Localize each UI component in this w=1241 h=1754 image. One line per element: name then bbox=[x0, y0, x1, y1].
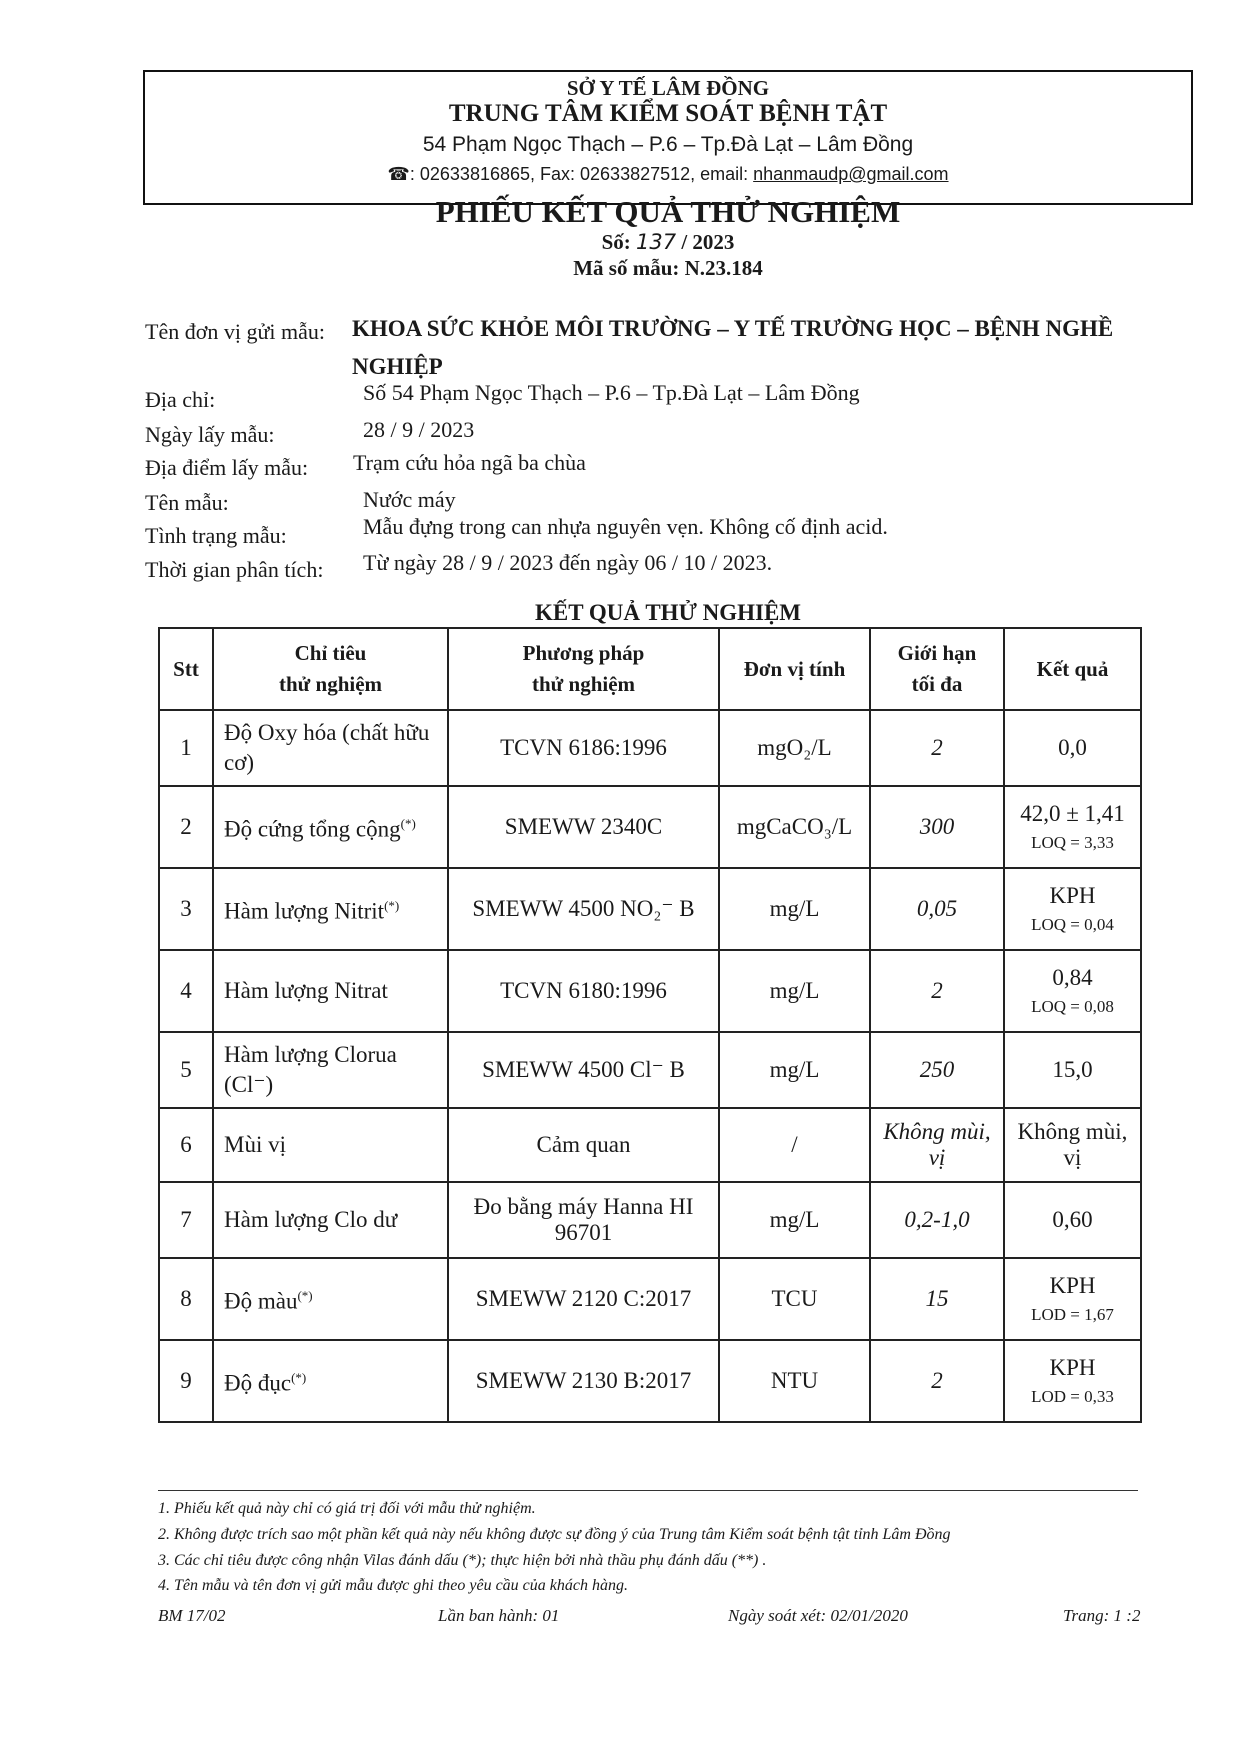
cell-indicator bbox=[213, 1182, 448, 1258]
cell-indicator-text: Mùi vị bbox=[224, 1132, 286, 1157]
col-method bbox=[448, 628, 719, 710]
cell-unit bbox=[719, 1032, 870, 1108]
sample-name-value: Nước máy bbox=[363, 487, 456, 512]
accreditation-mark: (*) bbox=[400, 816, 416, 832]
cell-unit bbox=[719, 1258, 870, 1340]
cell-unit-text: mg/L bbox=[769, 978, 820, 1003]
cell-stt-text: 8 bbox=[180, 1286, 192, 1311]
detection-limit: LOQ = 3,33 bbox=[1031, 833, 1114, 852]
header-box bbox=[143, 70, 1193, 205]
cell-unit bbox=[719, 868, 870, 950]
cell-indicator-text: Hàm lượng Nitrat bbox=[224, 978, 388, 1003]
cell-stt bbox=[159, 786, 213, 868]
sample-status-label: Tình trạng mẫu: bbox=[145, 523, 287, 548]
sample-name-label: Tên mẫu: bbox=[145, 490, 229, 515]
cell-result bbox=[1004, 1108, 1141, 1182]
cell-limit-text: 0,05 bbox=[916, 896, 958, 921]
detection-limit: LOQ = 0,04 bbox=[1031, 915, 1114, 934]
cell-unit-text: mg/L bbox=[769, 1207, 820, 1232]
page-number: Trang: 1 :2 bbox=[1063, 1606, 1141, 1625]
cell-indicator bbox=[213, 868, 448, 950]
cell-stt bbox=[159, 710, 213, 786]
sample-status-value: Mẫu đựng trong can nhựa nguyên vẹn. Không cố định acid. bbox=[363, 514, 888, 539]
col-limit bbox=[870, 628, 1004, 710]
cell-limit-text: 2 bbox=[931, 1368, 943, 1393]
cell-stt bbox=[159, 868, 213, 950]
accreditation-mark: (*) bbox=[291, 1370, 307, 1386]
cell-stt bbox=[159, 1032, 213, 1108]
cell-unit-text: mgO₂/L bbox=[757, 735, 832, 760]
cell-method bbox=[448, 868, 719, 950]
cell-indicator bbox=[213, 1032, 448, 1108]
cell-limit-text: 250 bbox=[919, 1057, 955, 1082]
cell-method-text: SMEWW 2340C bbox=[504, 814, 663, 839]
cell-unit bbox=[719, 1182, 870, 1258]
cell-unit-text: TCU bbox=[771, 1286, 818, 1311]
cell-stt-text: 3 bbox=[180, 896, 192, 921]
table-row bbox=[159, 1340, 1141, 1422]
cell-method-text: TCVN 6180:1996 bbox=[500, 978, 667, 1003]
email-link[interactable]: nhanmaudp@gmail.com bbox=[753, 164, 949, 184]
table-row bbox=[159, 710, 1141, 786]
results-table-title: KẾT QUẢ THỬ NGHIỆM bbox=[534, 600, 802, 625]
cell-method bbox=[448, 1108, 719, 1182]
note-1: 1. Phiếu kết quả này chỉ có giá trị đối với mẫu thử nghiệm. bbox=[158, 1500, 536, 1517]
address-label: Địa chỉ: bbox=[145, 387, 216, 412]
table-row bbox=[159, 950, 1141, 1032]
cell-method-text: Đo bằng máy Hanna HI 96701 bbox=[473, 1194, 694, 1245]
cell-result bbox=[1004, 1032, 1141, 1108]
cell-stt-text: 7 bbox=[180, 1207, 192, 1232]
accreditation-mark: (*) bbox=[384, 898, 400, 914]
col-method-line2: thử nghiệm bbox=[531, 672, 636, 696]
cell-indicator-text: Hàm lượng Nitrit bbox=[224, 898, 385, 924]
table-row bbox=[159, 786, 1141, 868]
center-address: 54 Phạm Ngọc Thạch – P.6 – Tp.Đà Lạt – Lâm Đồng bbox=[422, 133, 914, 156]
accreditation-mark: (*) bbox=[297, 1288, 313, 1304]
cell-limit bbox=[870, 1258, 1004, 1340]
cell-stt-text: 5 bbox=[180, 1057, 192, 1082]
cell-stt bbox=[159, 950, 213, 1032]
col-result: Kết quả bbox=[1004, 628, 1141, 710]
cell-result bbox=[1004, 1340, 1141, 1422]
unit-label: Tên đơn vị gửi mẫu: bbox=[145, 319, 325, 344]
document-number-label: Số: bbox=[601, 230, 631, 254]
contact-line bbox=[145, 164, 1191, 185]
sampling-date-label: Ngày lấy mẫu: bbox=[145, 422, 275, 447]
cell-method bbox=[448, 786, 719, 868]
col-method-line1: Phương pháp bbox=[522, 641, 645, 665]
review-date: Ngày soát xét: 02/01/2020 bbox=[728, 1606, 908, 1625]
cell-limit bbox=[870, 710, 1004, 786]
table-row bbox=[159, 1108, 1141, 1182]
col-limit-line1: Giới hạn bbox=[897, 641, 977, 665]
cell-limit-text: 300 bbox=[919, 814, 955, 839]
cell-stt bbox=[159, 1340, 213, 1422]
form-code: BM 17/02 bbox=[158, 1606, 226, 1625]
cell-result-text: KPH bbox=[1049, 1355, 1096, 1380]
cell-method-text: SMEWW 2130 B:2017 bbox=[475, 1368, 692, 1393]
department-name: SỞ Y TẾ LÂM ĐỒNG bbox=[566, 76, 770, 100]
cell-unit-text: mg/L bbox=[769, 896, 820, 921]
cell-result-text: 15,0 bbox=[1052, 1057, 1093, 1082]
col-indicator bbox=[213, 628, 448, 710]
cell-method-text: SMEWW 4500 NO₂⁻ B bbox=[472, 896, 695, 921]
sampling-date-value: 28 / 9 / 2023 bbox=[363, 417, 475, 442]
cell-limit-text: 2 bbox=[931, 735, 943, 760]
cell-limit bbox=[870, 786, 1004, 868]
cell-method bbox=[448, 1032, 719, 1108]
cell-limit bbox=[870, 1182, 1004, 1258]
cell-stt bbox=[159, 1258, 213, 1340]
results-table bbox=[158, 627, 1142, 1423]
cell-unit-text: / bbox=[791, 1132, 798, 1157]
cell-limit bbox=[870, 1032, 1004, 1108]
cell-result-text: 0,84 bbox=[1052, 965, 1093, 990]
cell-limit-text: Không mùi, vị bbox=[883, 1119, 991, 1170]
cell-limit-text: 2 bbox=[931, 978, 943, 1003]
footer-divider bbox=[158, 1490, 1138, 1491]
phone-icon: ☎ bbox=[387, 164, 410, 184]
cell-unit bbox=[719, 786, 870, 868]
detection-limit: LOD = 0,33 bbox=[1031, 1387, 1114, 1406]
cell-method-text: TCVN 6186:1996 bbox=[500, 735, 667, 760]
cell-limit bbox=[870, 1108, 1004, 1182]
cell-result bbox=[1004, 786, 1141, 868]
cell-indicator bbox=[213, 950, 448, 1032]
cell-result-text: 42,0 ± 1,41 bbox=[1020, 801, 1125, 826]
sampling-place-label: Địa điểm lấy mẫu: bbox=[145, 455, 309, 480]
cell-result bbox=[1004, 868, 1141, 950]
cell-limit bbox=[870, 950, 1004, 1032]
cell-unit bbox=[719, 1340, 870, 1422]
cell-result bbox=[1004, 1182, 1141, 1258]
edition: Lần ban hành: 01 bbox=[438, 1606, 560, 1625]
sampling-place-value: Trạm cứu hỏa ngã ba chùa bbox=[353, 450, 586, 475]
document-number bbox=[143, 230, 1193, 255]
address-value: Số 54 Phạm Ngọc Thạch – P.6 – Tp.Đà Lạt – Lâm Đồng bbox=[363, 380, 860, 405]
table-header-row bbox=[159, 628, 1141, 710]
table-row bbox=[159, 1182, 1141, 1258]
cell-indicator-text: Độ màu bbox=[224, 1288, 298, 1314]
cell-indicator bbox=[213, 1340, 448, 1422]
document-number-year: / 2023 bbox=[681, 230, 735, 254]
cell-method bbox=[448, 710, 719, 786]
cell-stt-text: 1 bbox=[180, 735, 192, 760]
cell-unit bbox=[719, 710, 870, 786]
cell-limit bbox=[870, 868, 1004, 950]
analysis-time-value: Từ ngày 28 / 9 / 2023 đến ngày 06 / 10 / 2023. bbox=[363, 550, 773, 575]
cell-result bbox=[1004, 710, 1141, 786]
document-number-handwritten: 137 bbox=[636, 230, 677, 254]
cell-indicator-text: Độ cứng tổng cộng bbox=[224, 816, 401, 842]
cell-limit-text: 0,2-1,0 bbox=[904, 1207, 970, 1232]
col-limit-line2: tối đa bbox=[911, 672, 963, 696]
cell-method bbox=[448, 1258, 719, 1340]
contact-text: : 02633816865, Fax: 02633827512, email: bbox=[409, 164, 754, 184]
cell-indicator-text: Độ Oxy hóa (chất hữu cơ) bbox=[224, 720, 430, 775]
cell-stt-text: 2 bbox=[180, 814, 192, 839]
cell-indicator-text: Độ đục bbox=[224, 1370, 292, 1396]
cell-method bbox=[448, 1340, 719, 1422]
cell-result-text: 0,0 bbox=[1058, 735, 1087, 760]
cell-result bbox=[1004, 1258, 1141, 1340]
cell-stt-text: 6 bbox=[180, 1132, 192, 1157]
cell-stt bbox=[159, 1182, 213, 1258]
col-unit: Đơn vị tính bbox=[719, 628, 870, 710]
cell-stt-text: 9 bbox=[180, 1368, 192, 1393]
cell-method-text: SMEWW 4500 Cl⁻ B bbox=[482, 1057, 685, 1082]
cell-method bbox=[448, 950, 719, 1032]
cell-unit bbox=[719, 950, 870, 1032]
cell-unit-text: mg/L bbox=[769, 1057, 820, 1082]
unit-value: KHOA SỨC KHỎE MÔI TRƯỜNG – Y TẾ TRƯỜNG HỌC – BỆNH NGHỀ NGHIỆP bbox=[352, 316, 1114, 379]
table-row bbox=[159, 1258, 1141, 1340]
col-indicator-line1: Chỉ tiêu bbox=[294, 641, 367, 665]
note-3: 3. Các chỉ tiêu được công nhận Vilas đánh dấu (*); thực hiện bởi nhà thầu phụ đánh dấu (**) . bbox=[158, 1552, 767, 1569]
table-row bbox=[159, 868, 1141, 950]
cell-indicator bbox=[213, 1108, 448, 1182]
col-indicator-line2: thử nghiệm bbox=[278, 672, 383, 696]
cell-method-text: SMEWW 2120 C:2017 bbox=[475, 1286, 692, 1311]
sample-id: Mã số mẫu: N.23.184 bbox=[573, 256, 763, 280]
cell-method bbox=[448, 1182, 719, 1258]
cell-result-text: Không mùi, vị bbox=[1017, 1119, 1128, 1170]
cell-indicator-text: Hàm lượng Clorua (Cl⁻) bbox=[224, 1042, 397, 1097]
cell-indicator bbox=[213, 1258, 448, 1340]
note-4: 4. Tên mẫu và tên đơn vị gửi mẫu được ghi theo yêu cầu của khách hàng. bbox=[158, 1577, 628, 1594]
detection-limit: LOD = 1,67 bbox=[1031, 1305, 1114, 1324]
cell-result-text: 0,60 bbox=[1052, 1207, 1093, 1232]
center-name: TRUNG TÂM KIỂM SOÁT BỆNH TẬT bbox=[448, 100, 888, 127]
cell-unit bbox=[719, 1108, 870, 1182]
cell-stt bbox=[159, 1108, 213, 1182]
document-title: PHIẾU KẾT QUẢ THỬ NGHIỆM bbox=[435, 194, 901, 229]
cell-unit-text: mgCaCO₃/L bbox=[736, 814, 853, 839]
cell-unit-text: NTU bbox=[770, 1368, 819, 1393]
table-row bbox=[159, 1032, 1141, 1108]
col-stt: Stt bbox=[159, 628, 213, 710]
cell-result bbox=[1004, 950, 1141, 1032]
note-2: 2. Không được trích sao một phần kết quả này nếu không được sự đồng ý của Trung tâm Kiểm soát bệnh tật tỉnh Lâm Đồng bbox=[158, 1526, 951, 1543]
cell-indicator-text: Hàm lượng Clo dư bbox=[224, 1207, 398, 1232]
cell-method-text: Cảm quan bbox=[536, 1132, 631, 1157]
cell-indicator bbox=[213, 710, 448, 786]
cell-limit bbox=[870, 1340, 1004, 1422]
detection-limit: LOQ = 0,08 bbox=[1031, 997, 1114, 1016]
cell-result-text: KPH bbox=[1049, 883, 1096, 908]
analysis-time-label: Thời gian phân tích: bbox=[145, 557, 324, 582]
cell-limit-text: 15 bbox=[925, 1286, 949, 1311]
cell-indicator bbox=[213, 786, 448, 868]
cell-stt-text: 4 bbox=[180, 978, 192, 1003]
cell-result-text: KPH bbox=[1049, 1273, 1096, 1298]
